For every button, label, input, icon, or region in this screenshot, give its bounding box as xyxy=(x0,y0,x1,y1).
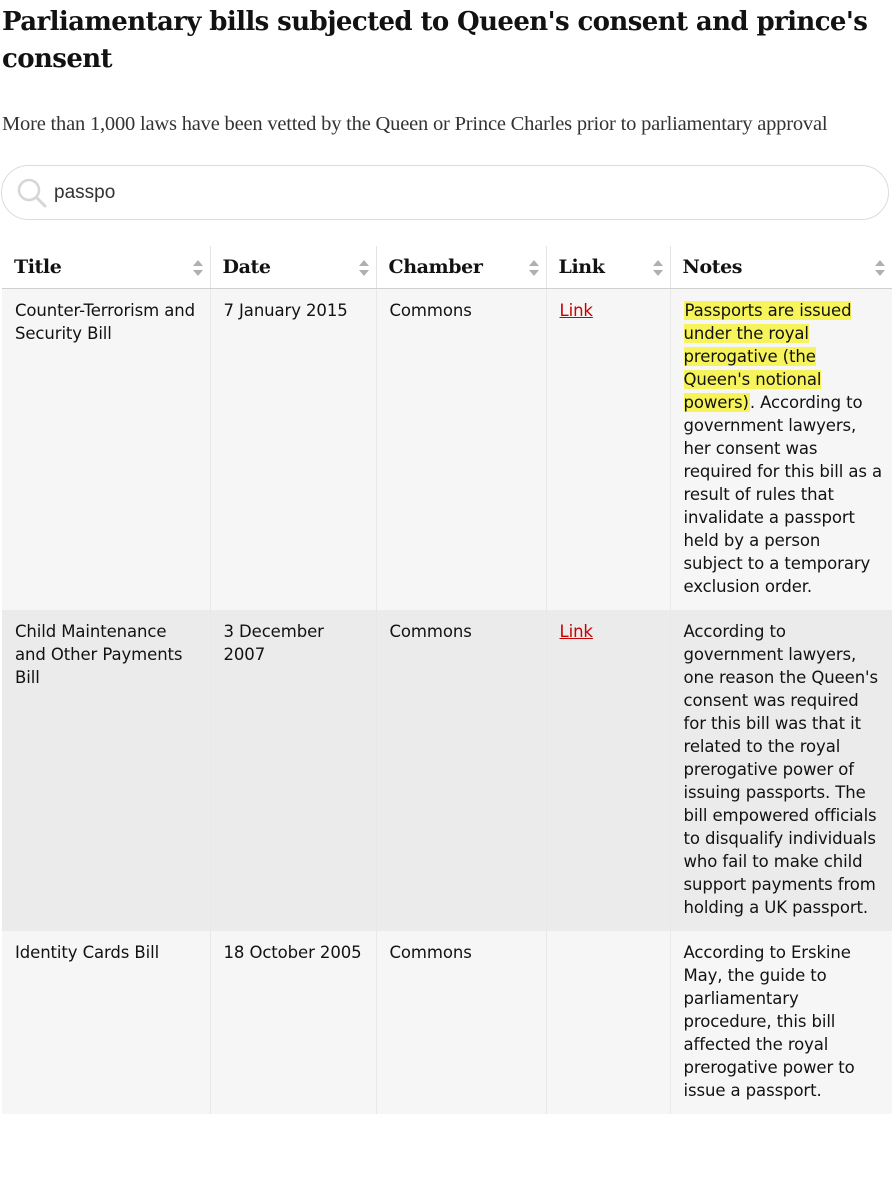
cell-date: 3 December 2007 xyxy=(210,610,376,931)
bills-table xyxy=(2,246,892,1114)
bill-link[interactable]: Link xyxy=(559,621,593,641)
sort-icon xyxy=(652,258,664,278)
cell-title: Child Maintenance and Other Payments Bill xyxy=(2,610,210,931)
column-header-date[interactable] xyxy=(210,246,376,288)
column-header-label: Notes xyxy=(682,255,743,278)
sort-icon xyxy=(874,258,886,278)
cell-title: Counter-Terrorism and Security Bill xyxy=(2,288,210,610)
cell-chamber: Commons xyxy=(376,288,546,610)
cell-title: Identity Cards Bill xyxy=(2,931,210,1114)
column-header-label: Link xyxy=(558,255,605,278)
search-icon xyxy=(16,177,48,209)
table-header-row xyxy=(2,246,892,288)
table-row xyxy=(2,610,892,931)
cell-date: 18 October 2005 xyxy=(210,931,376,1114)
cell-chamber: Commons xyxy=(376,931,546,1114)
column-header-label: Title xyxy=(14,255,62,278)
cell-chamber: Commons xyxy=(376,610,546,931)
search-match-highlight: Passports are issued under the royal prerogative (the Queen's notional powers) xyxy=(683,300,852,412)
cell-notes: According to government lawyers, one reason the Queen's consent was required for this bill was that it related to the royal prerogative power of issuing passports. The bill empowered officials to disqualify individuals who fail to make child support payments from holding a UK passport. xyxy=(670,610,892,931)
cell-notes: According to Erskine May, the guide to parliamentary procedure, this bill affected the royal prerogative power to issue a passport. xyxy=(670,931,892,1114)
notes-text: . According to government lawyers, her consent was required for this bill as a result of rules that invalidate a passport held by a person subject to a temporary exclusion order. xyxy=(683,392,882,596)
sort-icon xyxy=(358,258,370,278)
page-title: Parliamentary bills subjected to Queen's consent and prince's consent xyxy=(2,7,868,74)
cell-link xyxy=(546,288,670,610)
column-header-title[interactable] xyxy=(2,246,210,288)
table-row xyxy=(2,288,892,610)
sort-icon xyxy=(192,258,204,278)
sort-icon xyxy=(528,258,540,278)
column-header-chamber[interactable] xyxy=(376,246,546,288)
cell-date: 7 January 2015 xyxy=(210,288,376,610)
cell-link xyxy=(546,931,670,1114)
column-header-label: Chamber xyxy=(388,255,483,278)
column-header-notes[interactable] xyxy=(670,246,892,288)
column-header-label: Date xyxy=(222,255,271,278)
table-row xyxy=(2,931,892,1114)
page-subtitle: More than 1,000 laws have been vetted by the Queen or Prince Charles prior to parliamentary approval xyxy=(2,113,828,135)
cell-notes xyxy=(670,288,892,610)
search-box[interactable] xyxy=(1,165,889,220)
bill-link[interactable]: Link xyxy=(559,300,593,320)
search-input[interactable] xyxy=(54,176,854,210)
cell-link xyxy=(546,610,670,931)
column-header-link[interactable] xyxy=(546,246,670,288)
